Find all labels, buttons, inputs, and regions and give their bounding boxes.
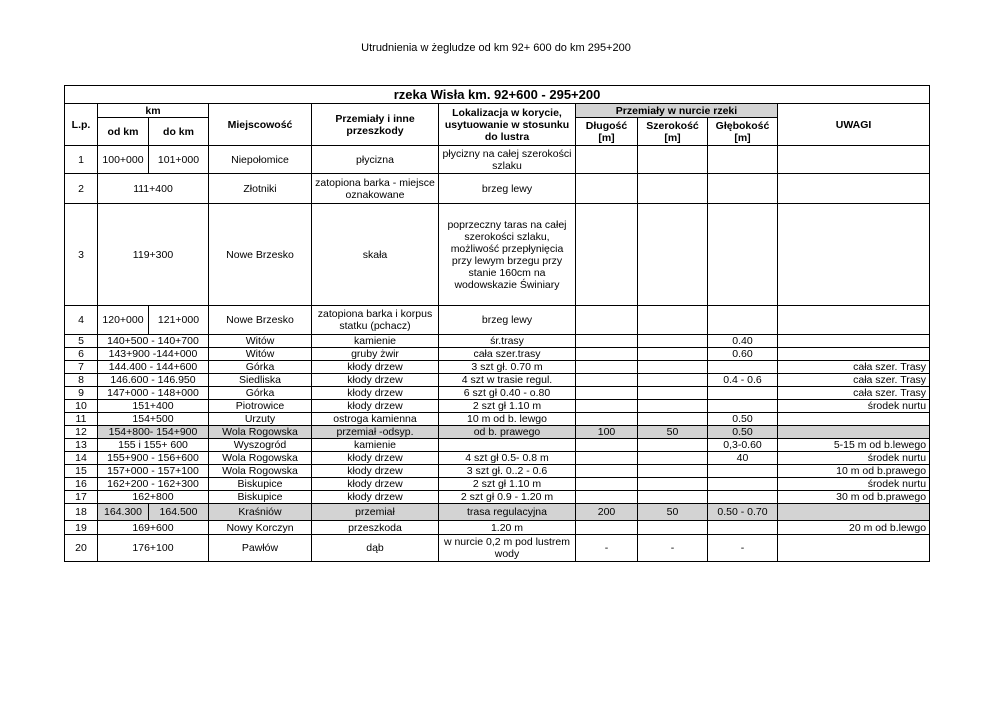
header-km: km (98, 104, 209, 118)
cell-szerokosc (638, 348, 708, 361)
cell-miejscowosc: Wola Rogowska (209, 426, 312, 439)
cell-glebokosc: 0.60 (708, 348, 778, 361)
cell-szerokosc (638, 439, 708, 452)
cell-uwagi (778, 306, 930, 335)
cell-przeszkoda: kłody drzew (312, 374, 439, 387)
cell-dlugosc (576, 400, 638, 413)
cell-przeszkoda: kłody drzew (312, 387, 439, 400)
cell-lokalizacja: 3 szt gł. 0..2 - 0.6 (439, 465, 576, 478)
cell-glebokosc (708, 400, 778, 413)
cell-glebokosc (708, 491, 778, 504)
cell-uwagi (778, 204, 930, 306)
table-row (65, 465, 930, 478)
cell-lp: 18 (65, 504, 98, 521)
cell-przeszkoda: kamienie (312, 439, 439, 452)
cell-dlugosc: 200 (576, 504, 638, 521)
cell-uwagi (778, 413, 930, 426)
cell-dlugosc (576, 465, 638, 478)
cell-uwagi (778, 146, 930, 174)
cell-km: 157+000 - 157+100 (98, 465, 209, 478)
cell-przeszkoda: kłody drzew (312, 465, 439, 478)
table-caption: rzeka Wisła km. 92+600 - 295+200 (65, 86, 930, 104)
cell-glebokosc (708, 361, 778, 374)
cell-lp: 19 (65, 521, 98, 535)
header-przemialy: Przemiały i inne przeszkody (312, 104, 439, 146)
cell-km: 144.400 - 144+600 (98, 361, 209, 374)
cell-miejscowosc: Nowy Korczyn (209, 521, 312, 535)
cell-dlugosc (576, 361, 638, 374)
table-row (65, 452, 930, 465)
cell-km: 155+900 - 156+600 (98, 452, 209, 465)
cell-glebokosc (708, 174, 778, 204)
table-row (65, 146, 930, 174)
cell-lokalizacja: 1.20 m (439, 521, 576, 535)
cell-miejscowosc: Urzuty (209, 413, 312, 426)
cell-dlugosc (576, 439, 638, 452)
cell-dlugosc: - (576, 535, 638, 562)
cell-miejscowosc: Złotniki (209, 174, 312, 204)
cell-lp: 10 (65, 400, 98, 413)
cell-od-km: 120+000 (98, 306, 149, 335)
header-glebokosc: Głębokość [m] (708, 118, 778, 146)
cell-glebokosc: - (708, 535, 778, 562)
header-miejscowosc: Miejscowość (209, 104, 312, 146)
cell-dlugosc (576, 146, 638, 174)
cell-szerokosc (638, 146, 708, 174)
cell-lokalizacja: 2 szt gł 0.9 - 1.20 m (439, 491, 576, 504)
cell-szerokosc (638, 465, 708, 478)
cell-lokalizacja: 3 szt gł. 0.70 m (439, 361, 576, 374)
header-lokalizacja: Lokalizacja w korycie, usytuowanie w stosunku do lustra (439, 104, 576, 146)
cell-lp: 5 (65, 335, 98, 348)
cell-uwagi: 30 m od b.prawego (778, 491, 930, 504)
cell-km: 143+900 -144+000 (98, 348, 209, 361)
cell-dlugosc (576, 452, 638, 465)
cell-lokalizacja: cała szer.trasy (439, 348, 576, 361)
cell-przeszkoda: przemiał (312, 504, 439, 521)
cell-uwagi (778, 426, 930, 439)
cell-lp: 15 (65, 465, 98, 478)
obstacles-table-wrap (64, 85, 929, 562)
cell-glebokosc (708, 146, 778, 174)
cell-uwagi: 10 m od b.prawego (778, 465, 930, 478)
cell-uwagi: cała szer. Trasy (778, 361, 930, 374)
header-dlugosc: Długość [m] (576, 118, 638, 146)
cell-km: 146.600 - 146.950 (98, 374, 209, 387)
cell-glebokosc (708, 478, 778, 491)
cell-szerokosc: 50 (638, 426, 708, 439)
cell-przeszkoda: gruby żwir (312, 348, 439, 361)
page-title: Utrudnienia w żegludze od km 92+ 600 do km 295+200 (361, 42, 631, 54)
cell-uwagi: środek nurtu (778, 478, 930, 491)
cell-przeszkoda: kłody drzew (312, 478, 439, 491)
cell-km: 154+800- 154+900 (98, 426, 209, 439)
table-row (65, 204, 930, 306)
cell-szerokosc (638, 174, 708, 204)
cell-lp: 12 (65, 426, 98, 439)
header-uwagi: UWAGI (778, 104, 930, 146)
header-do-km: do km (149, 118, 209, 146)
cell-przeszkoda: przeszkoda (312, 521, 439, 535)
cell-uwagi: 20 m od b.lewgo (778, 521, 930, 535)
cell-glebokosc: 0,3-0.60 (708, 439, 778, 452)
cell-km: 111+400 (98, 174, 209, 204)
cell-szerokosc: 50 (638, 504, 708, 521)
cell-lp: 6 (65, 348, 98, 361)
cell-miejscowosc: Nowe Brzesko (209, 306, 312, 335)
table-row (65, 413, 930, 426)
table-row (65, 306, 930, 335)
table-row (65, 348, 930, 361)
cell-dlugosc (576, 204, 638, 306)
table-body (65, 146, 930, 562)
table-row (65, 387, 930, 400)
cell-uwagi (778, 174, 930, 204)
cell-do-km: 101+000 (149, 146, 209, 174)
cell-do-km: 121+000 (149, 306, 209, 335)
cell-przeszkoda: płycizna (312, 146, 439, 174)
cell-przeszkoda: kłody drzew (312, 452, 439, 465)
header-nurt: Przemiały w nurcie rzeki (576, 104, 778, 118)
cell-glebokosc: 0.50 (708, 426, 778, 439)
table-row (65, 491, 930, 504)
cell-km: 162+800 (98, 491, 209, 504)
cell-przeszkoda: dąb (312, 535, 439, 562)
cell-dlugosc: 100 (576, 426, 638, 439)
cell-miejscowosc: Niepołomice (209, 146, 312, 174)
header-lp: L.p. (65, 104, 98, 146)
table-row (65, 400, 930, 413)
cell-km: 147+000 - 148+000 (98, 387, 209, 400)
cell-lp: 20 (65, 535, 98, 562)
cell-glebokosc (708, 306, 778, 335)
cell-szerokosc (638, 491, 708, 504)
cell-dlugosc (576, 348, 638, 361)
cell-lp: 16 (65, 478, 98, 491)
cell-dlugosc (576, 335, 638, 348)
table-row (65, 361, 930, 374)
cell-dlugosc (576, 174, 638, 204)
cell-dlugosc (576, 413, 638, 426)
cell-lokalizacja (439, 439, 576, 452)
cell-do-km: 164.500 (149, 504, 209, 521)
header-szerokosc: Szerokość [m] (638, 118, 708, 146)
cell-dlugosc (576, 491, 638, 504)
cell-km: 154+500 (98, 413, 209, 426)
cell-glebokosc (708, 521, 778, 535)
cell-uwagi (778, 335, 930, 348)
table-row (65, 504, 930, 521)
cell-przeszkoda: kłody drzew (312, 491, 439, 504)
cell-glebokosc: 0.50 - 0.70 (708, 504, 778, 521)
cell-km: 169+600 (98, 521, 209, 535)
table-row (65, 521, 930, 535)
cell-km: 155 i 155+ 600 (98, 439, 209, 452)
cell-lokalizacja: płycizny na całej szerokości szlaku (439, 146, 576, 174)
cell-lp: 17 (65, 491, 98, 504)
cell-uwagi (778, 348, 930, 361)
cell-miejscowosc: Wola Rogowska (209, 465, 312, 478)
cell-uwagi: środek nurtu (778, 452, 930, 465)
cell-lokalizacja: trasa regulacyjna (439, 504, 576, 521)
table-row (65, 535, 930, 562)
cell-lokalizacja: 6 szt gł 0.40 - o.80 (439, 387, 576, 400)
cell-lokalizacja: 10 m od b. lewgo (439, 413, 576, 426)
cell-przeszkoda: kłody drzew (312, 400, 439, 413)
cell-lokalizacja: w nurcie 0,2 m pod lustrem wody (439, 535, 576, 562)
cell-lokalizacja: brzeg lewy (439, 306, 576, 335)
cell-lokalizacja: 4 szt gł 0.5- 0.8 m (439, 452, 576, 465)
cell-glebokosc: 40 (708, 452, 778, 465)
cell-szerokosc (638, 387, 708, 400)
cell-miejscowosc: Nowe Brzesko (209, 204, 312, 306)
cell-szerokosc (638, 521, 708, 535)
cell-dlugosc (576, 374, 638, 387)
cell-szerokosc (638, 413, 708, 426)
cell-uwagi: 5-15 m od b.lewego (778, 439, 930, 452)
cell-lp: 7 (65, 361, 98, 374)
cell-szerokosc (638, 374, 708, 387)
cell-lp: 11 (65, 413, 98, 426)
table-row (65, 374, 930, 387)
cell-dlugosc (576, 387, 638, 400)
cell-glebokosc: 0.40 (708, 335, 778, 348)
cell-szerokosc (638, 452, 708, 465)
cell-glebokosc (708, 387, 778, 400)
cell-lp: 9 (65, 387, 98, 400)
cell-uwagi: środek nurtu (778, 400, 930, 413)
cell-dlugosc (576, 521, 638, 535)
cell-uwagi: cała szer. Trasy (778, 387, 930, 400)
cell-dlugosc (576, 478, 638, 491)
table-row (65, 335, 930, 348)
cell-szerokosc (638, 204, 708, 306)
cell-lp: 2 (65, 174, 98, 204)
cell-szerokosc: - (638, 535, 708, 562)
cell-przeszkoda: kamienie (312, 335, 439, 348)
cell-miejscowosc: Górka (209, 361, 312, 374)
cell-km: 119+300 (98, 204, 209, 306)
cell-lp: 13 (65, 439, 98, 452)
cell-miejscowosc: Biskupice (209, 491, 312, 504)
cell-miejscowosc: Piotrowice (209, 400, 312, 413)
cell-lokalizacja: od b. prawego (439, 426, 576, 439)
cell-dlugosc (576, 306, 638, 335)
cell-od-km: 164.300 (98, 504, 149, 521)
cell-lp: 3 (65, 204, 98, 306)
cell-km: 162+200 - 162+300 (98, 478, 209, 491)
cell-glebokosc: 0.50 (708, 413, 778, 426)
cell-lokalizacja: śr.trasy (439, 335, 576, 348)
cell-lp: 14 (65, 452, 98, 465)
cell-szerokosc (638, 478, 708, 491)
cell-glebokosc: 0.4 - 0.6 (708, 374, 778, 387)
cell-szerokosc (638, 306, 708, 335)
cell-km: 151+400 (98, 400, 209, 413)
table-row (65, 478, 930, 491)
table-row (65, 439, 930, 452)
cell-szerokosc (638, 361, 708, 374)
cell-km: 176+100 (98, 535, 209, 562)
header-od-km: od km (98, 118, 149, 146)
cell-przeszkoda: ostroga kamienna (312, 413, 439, 426)
cell-przeszkoda: skała (312, 204, 439, 306)
cell-przeszkoda: zatopiona barka - miejsce oznakowane (312, 174, 439, 204)
cell-lokalizacja: 2 szt gł 1.10 m (439, 478, 576, 491)
cell-od-km: 100+000 (98, 146, 149, 174)
cell-przeszkoda: przemiał -odsyp. (312, 426, 439, 439)
cell-miejscowosc: Witów (209, 335, 312, 348)
cell-miejscowosc: Siedliska (209, 374, 312, 387)
cell-lp: 4 (65, 306, 98, 335)
cell-lp: 8 (65, 374, 98, 387)
cell-km: 140+500 - 140+700 (98, 335, 209, 348)
cell-miejscowosc: Wyszogród (209, 439, 312, 452)
cell-glebokosc (708, 465, 778, 478)
cell-miejscowosc: Kraśniów (209, 504, 312, 521)
cell-uwagi (778, 535, 930, 562)
cell-szerokosc (638, 400, 708, 413)
cell-szerokosc (638, 335, 708, 348)
cell-miejscowosc: Witów (209, 348, 312, 361)
obstacles-table (64, 85, 930, 562)
cell-lokalizacja: 2 szt gł 1.10 m (439, 400, 576, 413)
cell-miejscowosc: Pawłów (209, 535, 312, 562)
cell-lokalizacja: 4 szt w trasie regul. (439, 374, 576, 387)
cell-lokalizacja: brzeg lewy (439, 174, 576, 204)
cell-przeszkoda: kłody drzew (312, 361, 439, 374)
cell-lokalizacja: poprzeczny taras na całej szerokości szlaku, możliwość przepłynięcia przy lewym brzegu przy stanie 160cm na wodowskazie Świniary (439, 204, 576, 306)
cell-uwagi (778, 504, 930, 521)
cell-przeszkoda: zatopiona barka i korpus statku (pchacz) (312, 306, 439, 335)
cell-miejscowosc: Wola Rogowska (209, 452, 312, 465)
table-row (65, 426, 930, 439)
cell-miejscowosc: Górka (209, 387, 312, 400)
cell-uwagi: cała szer. Trasy (778, 374, 930, 387)
table-row (65, 174, 930, 204)
cell-miejscowosc: Biskupice (209, 478, 312, 491)
cell-glebokosc (708, 204, 778, 306)
cell-lp: 1 (65, 146, 98, 174)
